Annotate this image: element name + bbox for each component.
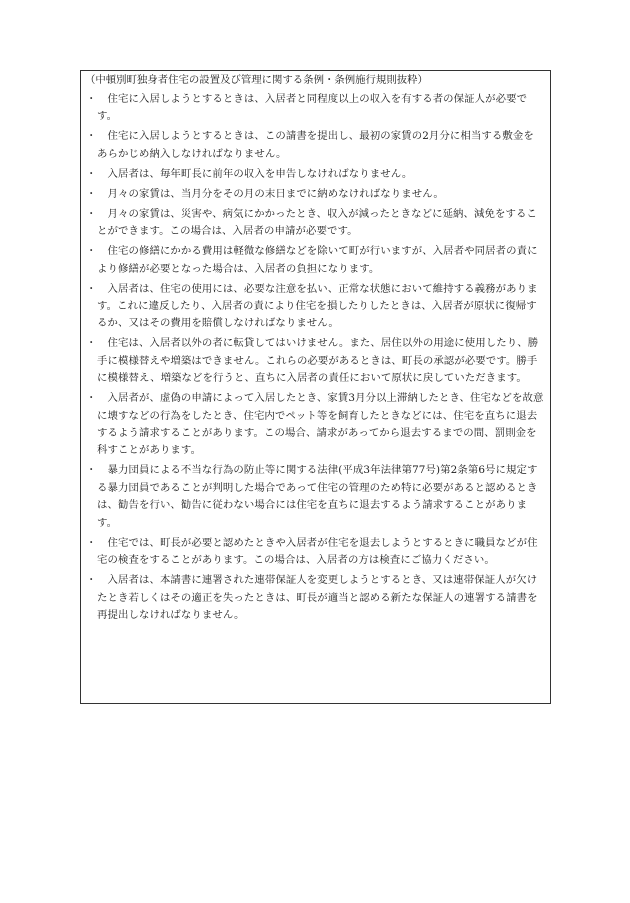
bullet-mark: ・ <box>86 93 97 105</box>
excerpt-box <box>80 70 551 704</box>
bullet-mark: ・ <box>86 130 97 143</box>
provision-list <box>85 91 544 624</box>
provision-item <box>85 335 544 387</box>
provision-text: 住宅の修繕にかかる費用は軽微な修繕などを除いて町が行いますが、入居者や同居者の責により修繕が必要となった場合は、入居者の負担になります。 <box>97 245 538 275</box>
bullet-mark: ・ <box>86 207 97 220</box>
bullet-mark: ・ <box>86 245 97 258</box>
provision-text: 住宅は、入居者以外の者に転貸してはいけません。また、居住以外の用途に使用したり、勝手に模様替えや増築はできません。これらの必要があるときは、町長の承認が必要です。勝手に模様替え、増築などを行うと、直ちに入居者の責任において原状に戻していただきます。 <box>97 337 539 385</box>
bullet-mark: ・ <box>86 392 97 405</box>
provision-text: 住宅では、町長が必要と認めたときや入居者が住宅を退去しようとするときに職員などが住宅の検査をすることがあります。この場合は、入居者の方は検査にご協力ください。 <box>97 536 538 567</box>
provision-text: 月々の家賃は、当月分をその月の末日までに納めなければなりません。 <box>97 187 444 200</box>
provision-item <box>85 281 544 333</box>
bullet-mark: ・ <box>86 536 97 549</box>
provision-text: 入居者は、本請書に連署された連帯保証人を変更しようとするとき、又は連帯保証人が欠けたとき若しくはその適正を失ったときは、町長が適当と認める新たな保証人の連署する請書を再提出しなければなりません。 <box>97 574 538 621</box>
provision-text: 月々の家賃は、災害や、病気にかかったとき、収入が減ったときなどに延納、減免をすることができます。この場合は、入居者の申請が必要です。 <box>97 207 537 238</box>
bullet-mark: ・ <box>86 574 97 587</box>
provision-item <box>85 390 544 460</box>
excerpt-heading: （中頓別町独身者住宅の設置及び管理に関する条例・条例施行規則抜粋） <box>85 74 428 86</box>
provision-text: 暴力団員による不当な行為の防止等に関する法律(平成3年法律第77号)第2条第6号に規定する暴力団員であることが判明した場合であって住宅の管理のため特に必要があると認めるときは、勧告を行い、勧告に従わない場合には住宅を直ちに退去するよう請求することがあります。 <box>97 464 538 529</box>
provision-item <box>85 206 544 241</box>
provision-item <box>85 243 544 278</box>
provision-text: 住宅に入居しようとするときは、入居者と同程度以上の収入を有する者の保証人が必要です。 <box>97 93 528 123</box>
bullet-mark: ・ <box>86 282 97 295</box>
provision-text: 住宅に入居しようとするときは、この請書を提出し、最初の家賃の2月分に相当する敷金をあらかじめ納入しなければなりません。 <box>97 130 534 160</box>
provision-item <box>85 462 544 532</box>
provision-text: 入居者が、虚偽の申請によって入居したとき、家賃3月分以上滞納したとき、住宅などを故意に壊すなどの行為をしたとき、住宅内でペット等を飼育したときなどには、住宅を直ちに退去するよう請求することがあります。この場合、請求があってから退去するまでの間、罰則金を科すことがあります。 <box>97 392 544 457</box>
provision-item <box>85 166 544 183</box>
provision-text: 入居者は、毎年町長に前年の収入を申告しなければなりません。 <box>97 167 413 180</box>
provision-item <box>85 128 544 163</box>
provision-item <box>85 91 544 126</box>
bullet-mark: ・ <box>86 464 97 477</box>
provision-item <box>85 186 544 203</box>
provision-item <box>85 572 544 624</box>
bullet-mark: ・ <box>86 337 97 350</box>
provision-item <box>85 535 544 570</box>
provision-text: 入居者は、住宅の使用には、必要な注意を払い、正常な状態において維持する義務があります。これに違反したり、入居者の責により住宅を損したりしたときは、入居者が原状に復帰するか、又はその費用を賠償しなければなりません。 <box>97 282 538 330</box>
bullet-mark: ・ <box>86 167 97 180</box>
bullet-mark: ・ <box>86 187 97 200</box>
